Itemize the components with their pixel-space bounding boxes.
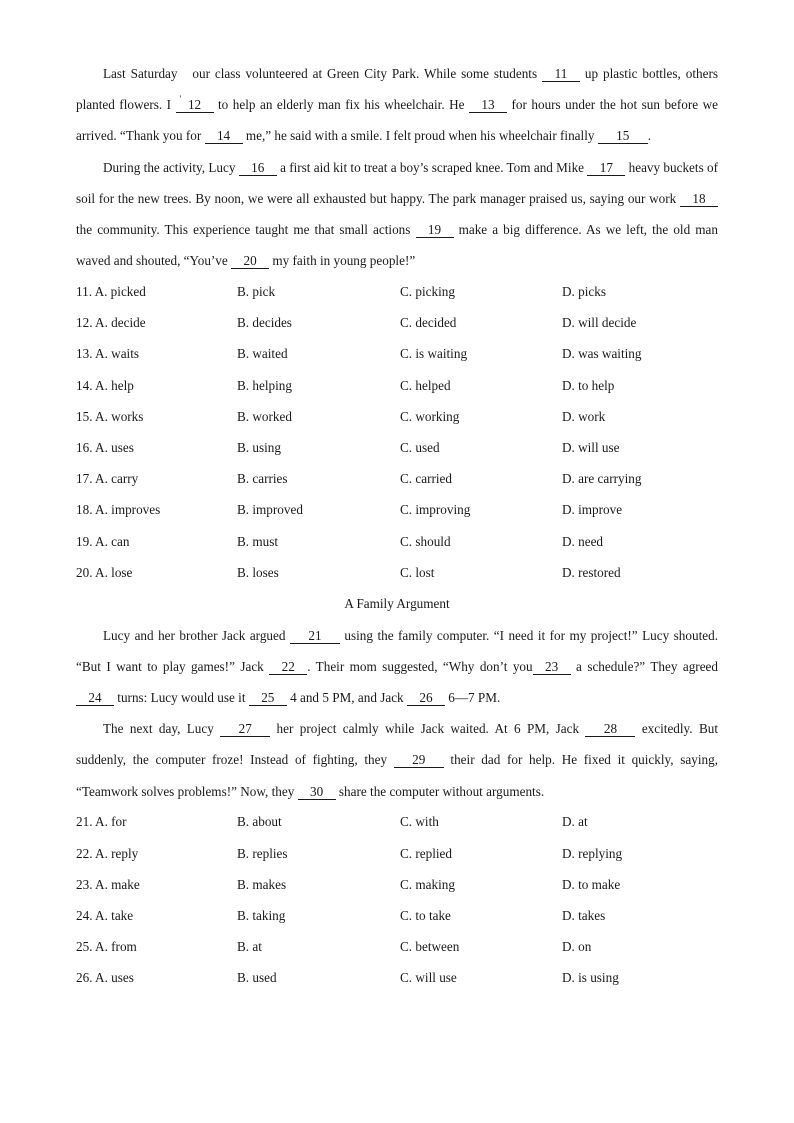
blank-12[interactable]: 12: [176, 98, 214, 113]
option-row: [76, 900, 718, 931]
option-d[interactable]: D. replying: [562, 845, 623, 861]
option-a[interactable]: 19. A. can: [76, 533, 130, 549]
option-b[interactable]: B. about: [237, 814, 282, 830]
option-d[interactable]: D. on: [562, 939, 592, 955]
option-a[interactable]: 23. A. make: [76, 876, 140, 892]
option-d[interactable]: D. will use: [562, 439, 620, 455]
blank-30[interactable]: 30: [298, 785, 336, 800]
option-d[interactable]: D. need: [562, 533, 604, 549]
blank-20[interactable]: 20: [231, 254, 269, 269]
option-c[interactable]: C. decided: [400, 315, 457, 331]
option-row: [76, 432, 718, 463]
text-segment: heavy buckets of soil for the new trees. By noon, we were all exhausted but happy. The park manager praised us, saying our work: [76, 159, 718, 206]
option-row: [76, 557, 718, 588]
option-c[interactable]: C. between: [400, 939, 460, 955]
option-c[interactable]: C. working: [400, 408, 460, 424]
blank-19[interactable]: 19: [416, 223, 454, 238]
option-a[interactable]: 25. A. from: [76, 939, 137, 955]
options-list-21-26: [76, 807, 718, 994]
option-b[interactable]: B. carries: [237, 471, 288, 487]
text-segment: 4 and 5 PM, and Jack: [286, 689, 407, 705]
option-b[interactable]: B. loses: [237, 564, 279, 580]
text-segment: The next day, Lucy: [103, 721, 221, 737]
option-d[interactable]: D. improve: [562, 502, 623, 518]
option-a[interactable]: 14. A. help: [76, 377, 134, 393]
option-c[interactable]: C. lost: [400, 564, 435, 580]
blank-27[interactable]: 27: [220, 722, 270, 737]
passage2-paragraph2: [76, 713, 718, 807]
option-d[interactable]: D. will decide: [562, 315, 637, 331]
option-row: [76, 526, 718, 557]
blank-16[interactable]: 16: [239, 161, 277, 176]
text-segment: . Their mom suggested, “Why don’t you: [307, 658, 533, 674]
blank-26[interactable]: 26: [407, 691, 445, 706]
option-c[interactable]: C. helped: [400, 377, 451, 393]
text-segment: Last Saturday: [103, 66, 178, 81]
option-d[interactable]: D. was waiting: [562, 346, 642, 362]
option-a[interactable]: 17. A. carry: [76, 471, 139, 487]
text-segment: excitedly. But suddenly, the computer froze! Instead of fighting, they: [76, 721, 719, 768]
passage2-paragraph1: [76, 620, 718, 714]
text-segment: a schedule?” They agreed: [570, 658, 718, 674]
text-segment: up plastic bottles, others planted flowers. I: [76, 66, 718, 113]
option-a[interactable]: 21. A. for: [76, 814, 127, 830]
option-b[interactable]: B. used: [237, 970, 277, 986]
option-b[interactable]: B. pick: [237, 284, 276, 300]
passage1-paragraph1: [76, 58, 718, 152]
blank-17[interactable]: 17: [587, 161, 625, 176]
blank-21[interactable]: 21: [290, 629, 340, 644]
text-segment: During the activity, Lucy: [103, 159, 239, 175]
option-row: [76, 495, 718, 526]
option-a[interactable]: 24. A. take: [76, 907, 134, 923]
option-row: [76, 838, 718, 869]
option-a[interactable]: 13. A. waits: [76, 346, 140, 362]
option-row: [76, 464, 718, 495]
option-c[interactable]: C. is waiting: [400, 346, 468, 362]
option-b[interactable]: B. helping: [237, 377, 292, 393]
option-b[interactable]: B. using: [237, 439, 281, 455]
blank-18[interactable]: 18: [680, 192, 718, 207]
option-b[interactable]: B. improved: [237, 502, 303, 518]
passage-title: A Family Argument: [344, 596, 450, 612]
option-row: [76, 308, 718, 339]
option-c[interactable]: C. with: [400, 814, 439, 830]
text-segment: Lucy and her brother Jack argued: [103, 627, 290, 643]
option-a[interactable]: 11. A. picked: [76, 284, 146, 300]
blank-23[interactable]: 23: [533, 660, 571, 675]
option-c[interactable]: C. replied: [400, 845, 453, 861]
text-segment: share the computer without arguments.: [335, 783, 545, 799]
option-a[interactable]: 20. A. lose: [76, 564, 133, 580]
option-c[interactable]: C. picking: [400, 284, 455, 300]
text-segment: her project calmly while Jack waited. At 6 PM, Jack: [270, 721, 586, 737]
option-d[interactable]: D. is using: [562, 970, 619, 986]
text-segment: turns: Lucy would use it: [114, 689, 249, 705]
text-segment: 6—7 PM.: [444, 689, 501, 705]
blank-24[interactable]: 24: [76, 691, 114, 706]
blank-28[interactable]: 28: [585, 722, 635, 737]
option-d[interactable]: D. are carrying: [562, 471, 642, 487]
option-d[interactable]: D. to help: [562, 377, 615, 393]
option-d[interactable]: D. work: [562, 408, 606, 424]
text-segment: using the family computer. “I need it for my project!” Lucy shouted. “But I want to play games!” Jack: [76, 627, 718, 674]
worksheet-page: [76, 58, 718, 994]
option-a[interactable]: 18. A. improves: [76, 502, 161, 518]
passage1-paragraph2: [76, 152, 718, 277]
blank-25[interactable]: 25: [249, 691, 287, 706]
text-segment: our class volunteered at Green City Park. While some students: [187, 66, 543, 81]
option-d[interactable]: D. picks: [562, 284, 606, 300]
option-b[interactable]: B. at: [237, 939, 262, 955]
options-list-11-20: [76, 276, 718, 588]
option-a[interactable]: 15. A. works: [76, 408, 144, 424]
text-segment: make a big difference. As we left, the old man waved and shouted, “You’ve: [76, 222, 718, 269]
option-c[interactable]: C. should: [400, 533, 451, 549]
option-row: [76, 931, 718, 962]
option-a[interactable]: 22. A. reply: [76, 845, 139, 861]
option-row: [76, 401, 718, 432]
option-b[interactable]: B. taking: [237, 907, 286, 923]
blank-13[interactable]: 13: [469, 98, 507, 113]
option-b[interactable]: B. replies: [237, 845, 288, 861]
option-d[interactable]: D. restored: [562, 564, 621, 580]
blank-15[interactable]: 15: [598, 129, 648, 144]
option-c[interactable]: C. will use: [400, 970, 457, 986]
text-segment: .: [647, 128, 652, 144]
text-segment: a first aid kit to treat a boy’s scraped knee. Tom and Mike: [276, 159, 588, 175]
option-row: [76, 869, 718, 900]
option-c[interactable]: C. to take: [400, 907, 451, 923]
option-b[interactable]: B. waited: [237, 346, 288, 362]
option-b[interactable]: B. must: [237, 533, 279, 549]
blank-11[interactable]: 11: [542, 67, 580, 82]
blank-29[interactable]: 29: [394, 753, 444, 768]
option-c[interactable]: C. carried: [400, 471, 452, 487]
text-segment: my faith in young people!”: [269, 253, 416, 269]
option-a[interactable]: 16. A. uses: [76, 439, 134, 455]
option-c[interactable]: C. improving: [400, 502, 471, 518]
option-a[interactable]: 12. A. decide: [76, 315, 146, 331]
option-b[interactable]: B. makes: [237, 876, 287, 892]
option-b[interactable]: B. worked: [237, 408, 292, 424]
blank-22[interactable]: 22: [269, 660, 307, 675]
option-row: [76, 276, 718, 307]
text-segment: me,” he said with a smile. I felt proud when his wheelchair finally: [242, 128, 598, 144]
option-row: [76, 807, 718, 838]
text-segment: for hours under the hot sun before we arrived. “Thank you for: [76, 97, 718, 144]
option-row: [76, 963, 718, 994]
option-row: [76, 339, 718, 370]
option-row: [76, 370, 718, 401]
text-segment: to help an elderly man fix his wheelchair. He: [213, 97, 470, 113]
blank-14[interactable]: 14: [205, 129, 243, 144]
text-segment: their dad for help. He fixed it quickly, saying, “Teamwork solves problems!” Now, they: [76, 752, 718, 799]
option-c[interactable]: C. making: [400, 876, 455, 892]
text-segment: the community. This experience taught me that small actions: [76, 222, 416, 238]
option-d[interactable]: D. at: [562, 814, 588, 830]
option-b[interactable]: B. decides: [237, 315, 292, 331]
option-d[interactable]: D. takes: [562, 907, 606, 923]
option-d[interactable]: D. to make: [562, 876, 621, 892]
option-a[interactable]: 26. A. uses: [76, 970, 134, 986]
option-c[interactable]: C. used: [400, 439, 440, 455]
